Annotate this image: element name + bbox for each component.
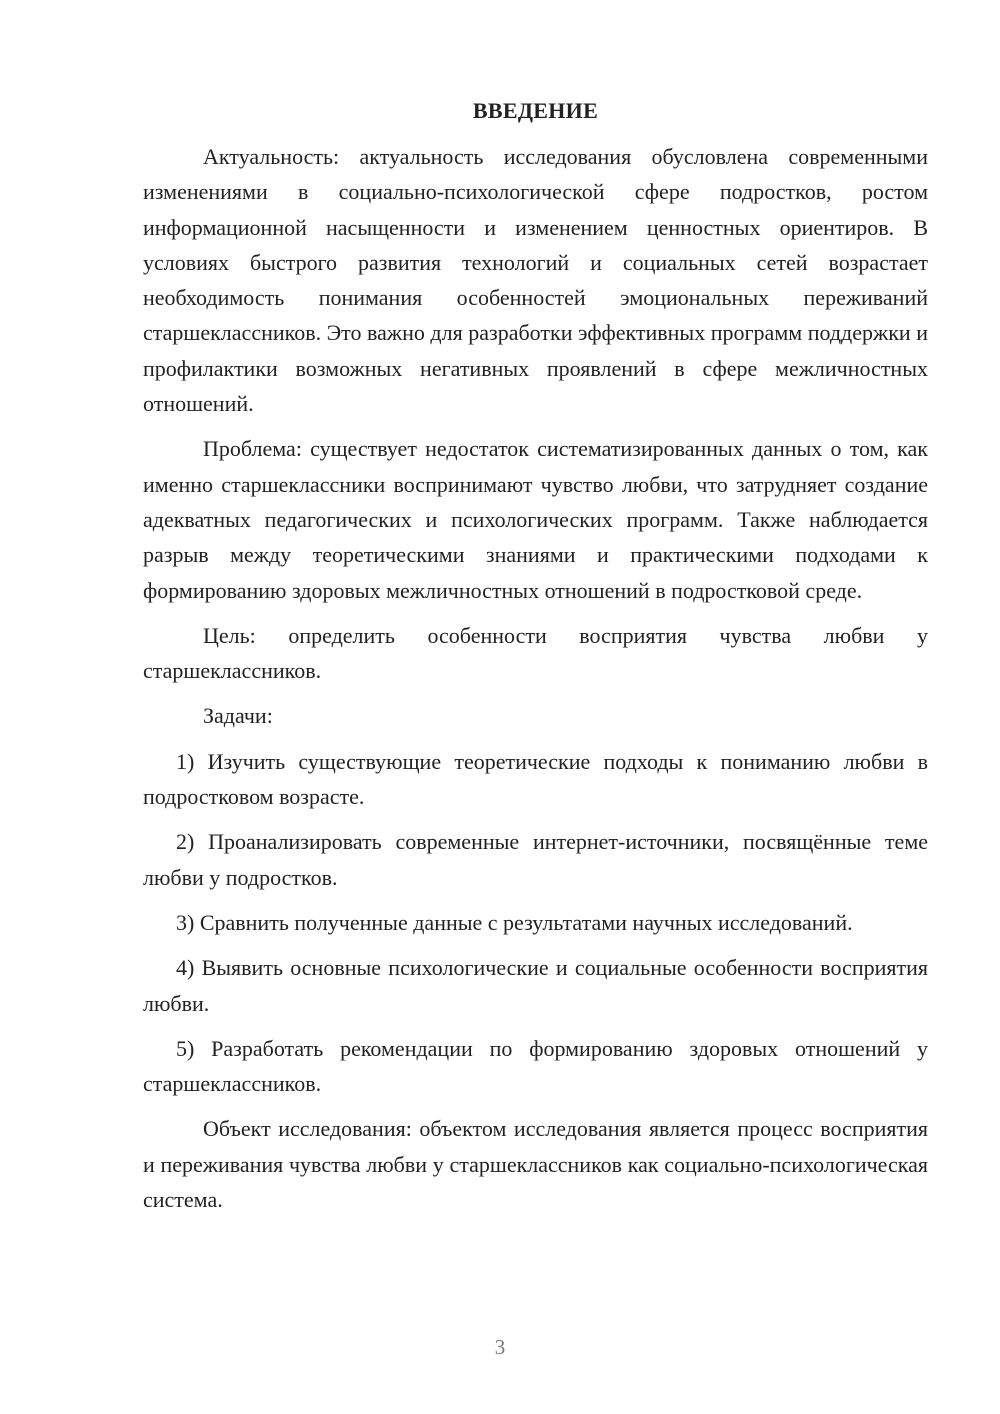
document-page: [143, 96, 928, 1227]
task-item: 4) Выявить основные психологические и социальные особенности восприятия любви.: [143, 955, 928, 1016]
section-heading: ВВЕДЕНИЕ: [472, 98, 599, 123]
relevance-paragraph: Актуальность: актуальность исследования обусловлена современными изменениями в социально-психологической сфере подростков, ростом информационной насыщенности и изменением ценностных ориентиров. В условиях быстрого развития технологий и социальных сетей возрастает необходимость понимания особенностей эмоциональных переживаний старшеклассников. Это важно для разработки эффективных программ поддержки и профилактики возможных негативных проявлений в сфере межличностных отношений.: [143, 144, 928, 417]
goal-paragraph: Цель: определить особенности восприятия чувства любви у старшеклассников.: [143, 622, 928, 684]
task-item: 1) Изучить существующие теоретические подходы к пониманию любви в подростковом возрасте.: [143, 748, 928, 810]
tasks-label: Задачи:: [203, 703, 273, 729]
problem-paragraph: Проблема: существует недостаток систематизированных данных о том, как именно старшеклассники воспринимают чувство любви, что затрудняет создание адекватных педагогических и психологических программ. Также наблюдается разрыв между теоретическими знаниями и практическими подходами к формированию здоровых межличностных отношений в подростковой среде.: [143, 436, 928, 603]
object-paragraph: Объект исследования: объектом исследования является процесс восприятия и переживания чувства любви у старшеклассников как социально-психологическая система.: [143, 1116, 928, 1213]
task-item: 3) Сравнить полученные данные с результатами научных исследований.: [176, 909, 853, 935]
task-item: 5) Разработать рекомендации по формированию здоровых отношений у старшеклассников.: [143, 1035, 928, 1097]
page-number: 3: [494, 1335, 506, 1359]
task-item: 2) Проанализировать современные интернет-источники, посвящённые теме любви у подростков.: [143, 829, 928, 890]
